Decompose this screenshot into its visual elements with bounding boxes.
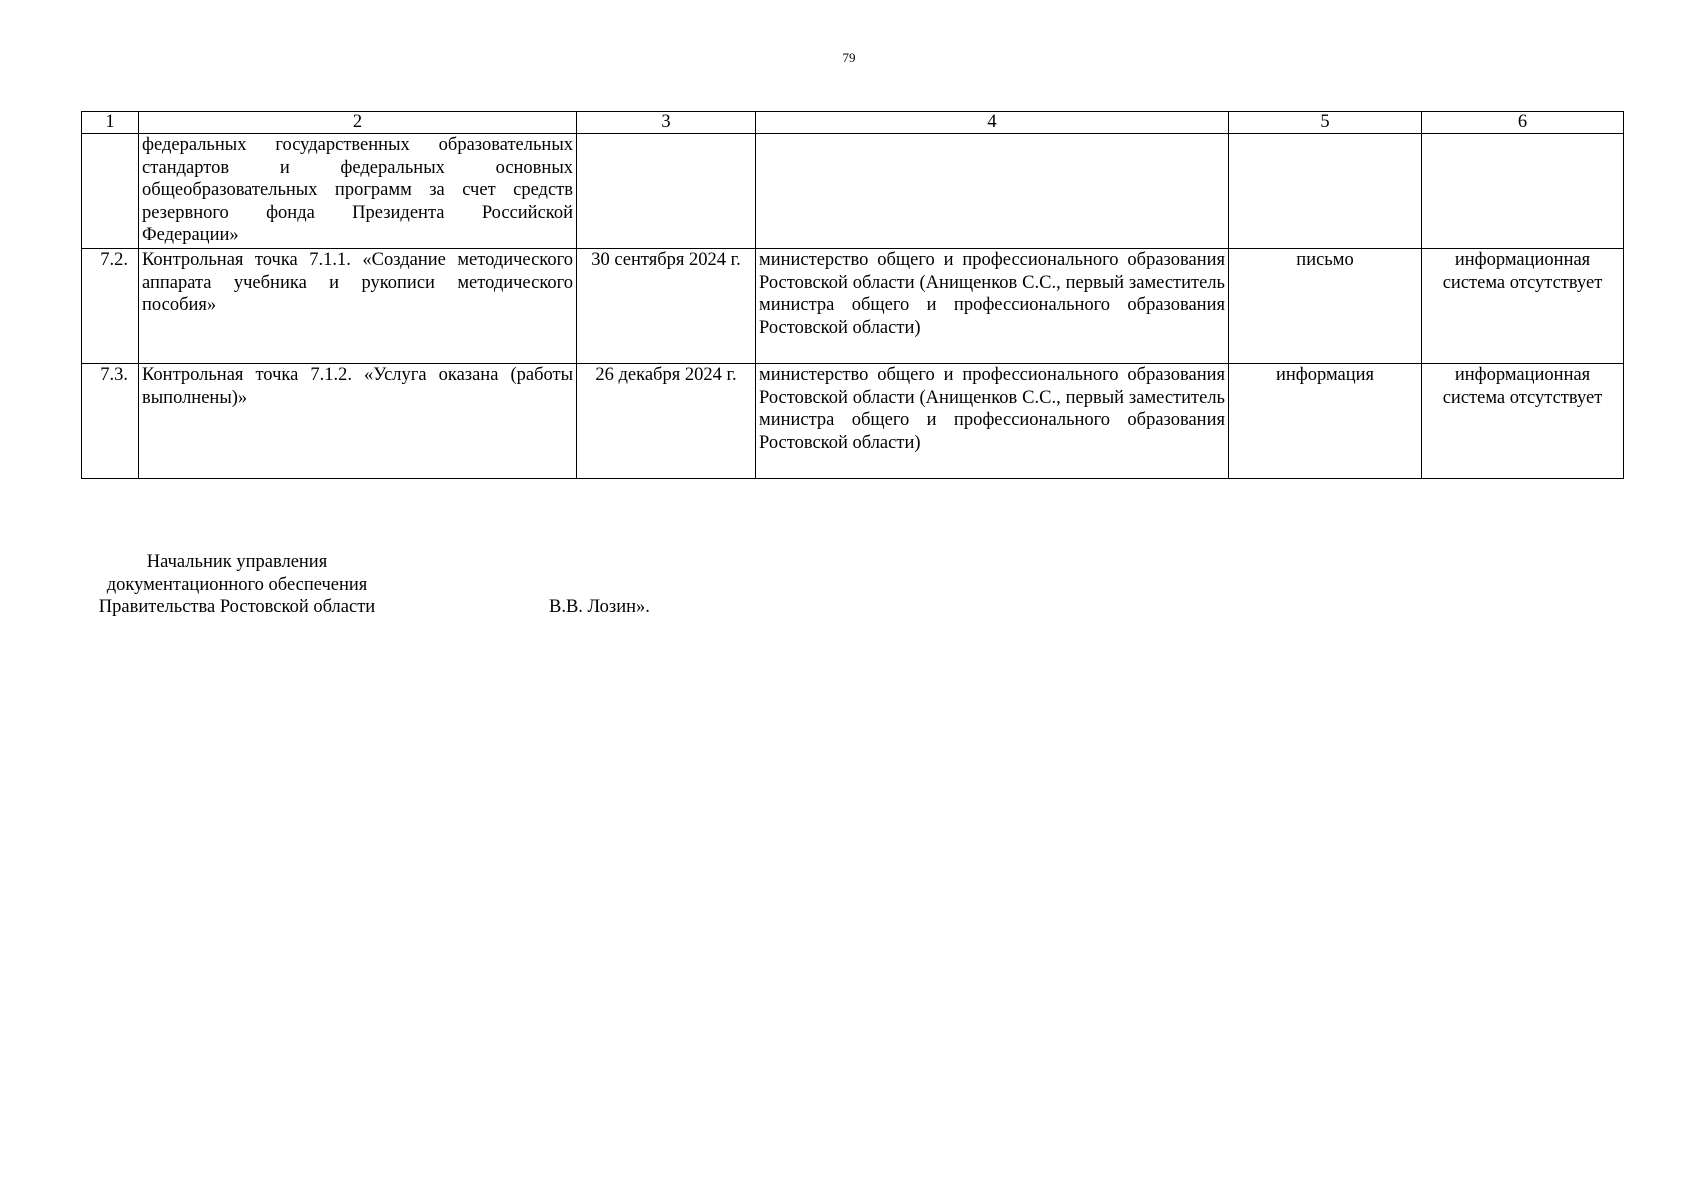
row-number (82, 134, 139, 249)
row-info-system: информационная система отсутствует (1422, 249, 1624, 364)
row-info-system (1422, 134, 1624, 249)
plan-table (81, 111, 1624, 479)
row-description: Контрольная точка 7.1.1. «Создание методического аппарата учебника и рукописи методического пособия» (139, 249, 577, 364)
signature-title-line: документационного обеспечения (106, 574, 368, 595)
row-doc-type: информация (1229, 364, 1422, 479)
page-number: 79 (842, 50, 856, 65)
signature-title-line: Начальник управления (146, 552, 328, 572)
row-doc-type: письмо (1229, 249, 1422, 364)
row-responsible: министерство общего и профессионального образования Ростовской области (Анищенков С.С., первый заместитель министра общего и профессионального образования Ростовской области) (756, 249, 1229, 364)
row-date (577, 134, 756, 249)
table-header-row (82, 112, 1624, 134)
column-header: 4 (756, 112, 1229, 134)
column-header: 5 (1229, 112, 1422, 134)
table-row (82, 364, 1624, 479)
column-header: 2 (139, 112, 577, 134)
row-description: Контрольная точка 7.1.2. «Услуга оказана (работы выполнены)» (139, 364, 577, 479)
signature-title (82, 551, 392, 619)
table-row (82, 134, 1624, 249)
row-info-system: информационная система отсутствует (1422, 364, 1624, 479)
row-number: 7.3. (82, 364, 139, 479)
row-responsible (756, 134, 1229, 249)
row-responsible: министерство общего и профессионального образования Ростовской области (Анищенков С.С., первый заместитель министра общего и профессионального образования Ростовской области) (756, 364, 1229, 479)
signature-title-line: Правительства Ростовской области (98, 597, 376, 617)
column-header: 6 (1422, 112, 1624, 134)
row-description: федеральных государственных образовательных стандартов и федеральных основных общеобразовательных программ за счет средств резервного фонда Президента Российской Федерации» (139, 134, 577, 249)
row-number: 7.2. (82, 249, 139, 364)
row-date: 26 декабря 2024 г. (577, 364, 756, 479)
column-header: 1 (82, 112, 139, 134)
row-date: 30 сентября 2024 г. (577, 249, 756, 364)
signatory-name: В.В. Лозин». (549, 597, 650, 617)
column-header: 3 (577, 112, 756, 134)
table-row (82, 249, 1624, 364)
row-doc-type (1229, 134, 1422, 249)
